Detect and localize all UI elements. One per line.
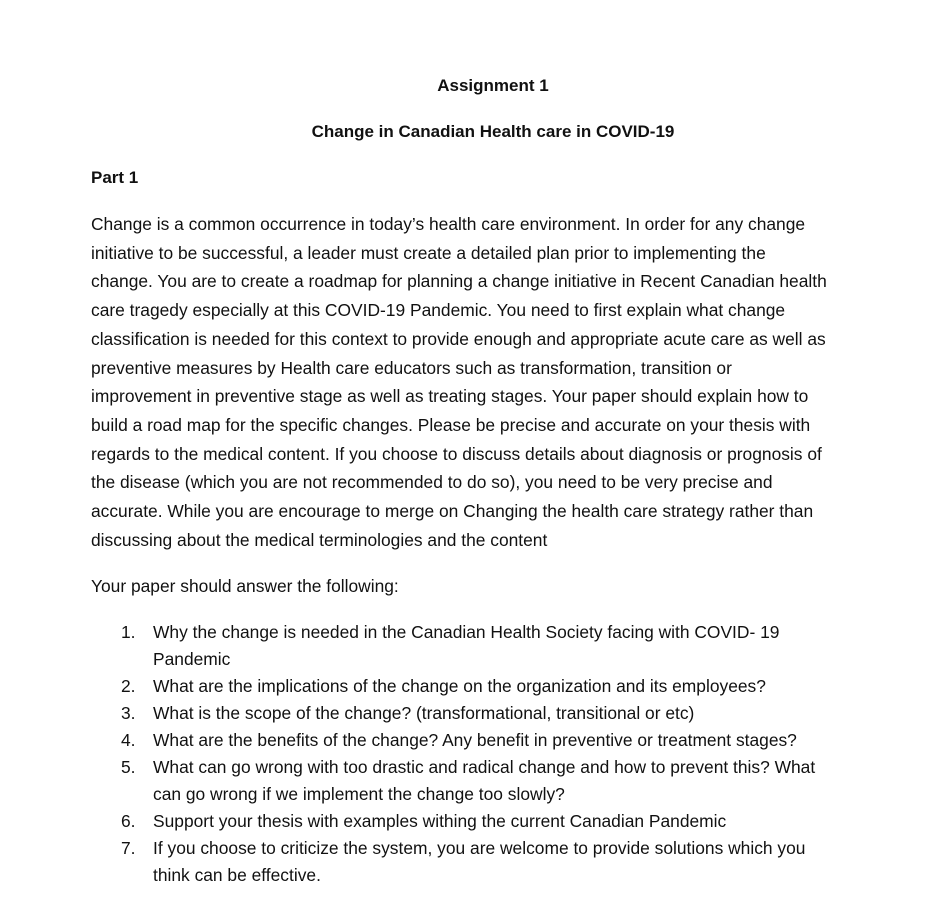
paragraph-line: classification is needed for this context to provide enough and appropriate acute care as well as [91, 328, 826, 349]
list-item-text: If you choose to criticize the system, you are welcome to provide solutions which you [153, 838, 806, 858]
list-item [0, 808, 893, 835]
body-paragraph [91, 210, 903, 554]
document-title: Assignment 1 [437, 76, 549, 95]
part-heading: Part 1 [91, 168, 139, 187]
list-item-number: 7. [121, 838, 136, 858]
list-item-text: What is the scope of the change? (transformational, transitional or etc) [153, 703, 695, 723]
paragraph-line: Change is a common occurrence in today’s health care environment. In order for any change [91, 214, 806, 234]
list-item [0, 700, 893, 727]
paragraph-line: accurate. While you are encourage to merge on Changing the health care strategy rather than [91, 501, 814, 522]
paragraph-line: initiative to be successful, a leader must create a detailed plan prior to implementing the [91, 242, 766, 263]
list-item-number: 4. [121, 730, 136, 750]
list-item-number: 1. [121, 622, 136, 642]
paragraph-line: preventive measures by Health care educators such as transformation, transition or [91, 357, 732, 378]
list-item [0, 673, 893, 700]
list-item-number: 6. [121, 811, 136, 831]
paragraph-line: discussing about the medical terminologies and the content [91, 529, 548, 550]
document-subtitle: Change in Canadian Health care in COVID-19 [311, 122, 675, 141]
question-list [0, 619, 939, 889]
paragraph-line: improvement in preventive stage as well as treating stages. Your paper should explain how to [91, 386, 809, 407]
list-item-text: think can be effective. [153, 865, 321, 885]
list-item-text: can go wrong if we implement the change too slowly? [153, 784, 565, 804]
paragraph-line: change. You are to create a roadmap for planning a change initiative in Recent Canadian health [91, 271, 827, 292]
list-item-text: Support your thesis with examples withing the current Canadian Pandemic [153, 811, 727, 831]
paragraph-line: care tragedy especially at this COVID-19 Pandemic. You need to first explain what change [91, 300, 786, 321]
list-intro: Your paper should answer the following: [91, 576, 399, 596]
list-item-number: 2. [121, 676, 136, 696]
list-item-number: 3. [121, 703, 136, 723]
list-item-number: 5. [121, 757, 136, 777]
list-item-text: Pandemic [153, 649, 231, 669]
list-item-text: What are the benefits of the change? Any benefit in preventive or treatment stages? [153, 730, 797, 750]
list-item-text: Why the change is needed in the Canadian Health Society facing with COVID- 19 [153, 622, 780, 642]
list-item-text: What can go wrong with too drastic and radical change and how to prevent this? What [153, 757, 816, 777]
paragraph-line: regards to the medical content. If you choose to discuss details about diagnosis or prognosis of [91, 443, 822, 464]
list-item-text: What are the implications of the change on the organization and its employees? [153, 676, 766, 696]
list-item [0, 835, 893, 889]
list-item [0, 619, 893, 673]
paragraph-line: build a road map for the specific changes. Please be precise and accurate on your thesis with [91, 414, 811, 435]
list-item [0, 727, 893, 754]
paragraph-line: the disease (which you are not recommended to do so), you need to be very precise and [91, 472, 773, 493]
list-item [0, 754, 893, 808]
